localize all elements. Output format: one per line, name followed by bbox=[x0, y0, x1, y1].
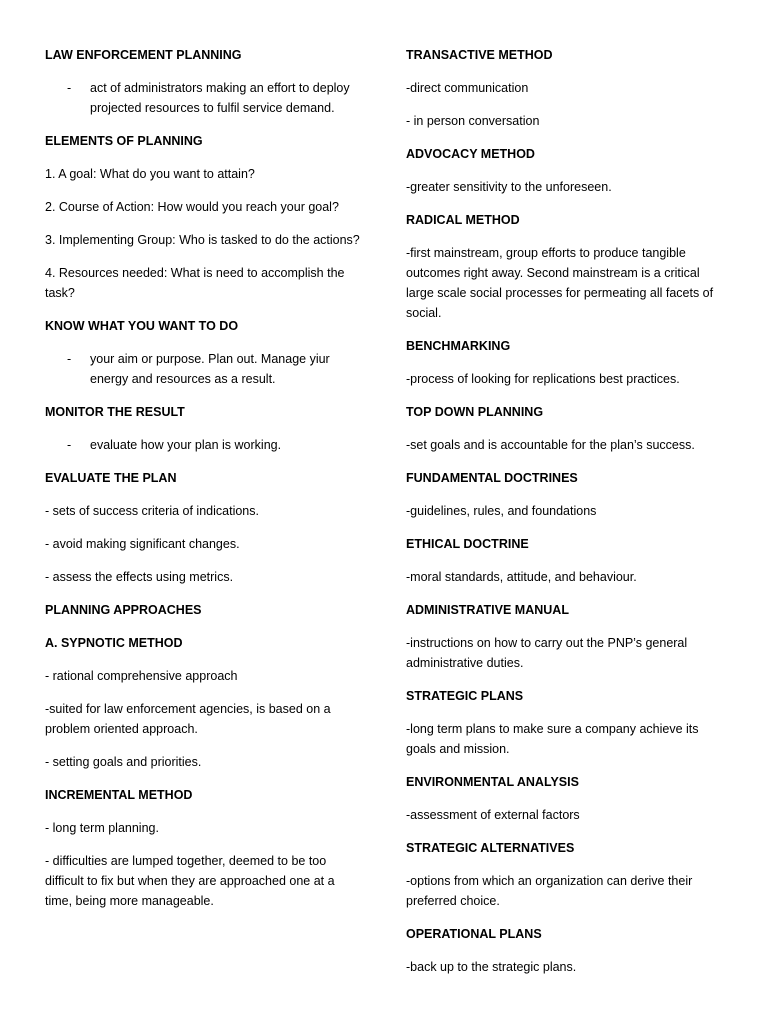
dash-list-item bbox=[45, 78, 365, 118]
paragraph: -greater sensitivity to the unforeseen. bbox=[406, 180, 612, 194]
section-heading-administrative-manual: ADMINISTRATIVE MANUAL bbox=[406, 603, 569, 617]
paragraph: - in person conversation bbox=[406, 114, 540, 128]
paragraph: -back up to the strategic plans. bbox=[406, 960, 577, 974]
paragraph: 2. Course of Action: How would you reach your goal? bbox=[45, 200, 339, 214]
section-heading-top-down-planning: TOP DOWN PLANNING bbox=[406, 405, 544, 419]
paragraph: -set goals and is accountable for the plan’s success. bbox=[406, 438, 695, 452]
paragraph: -options from which an organization can derive their preferred choice. bbox=[406, 874, 693, 908]
paragraph: 1. A goal: What do you want to attain? bbox=[45, 167, 255, 181]
section-heading-know-what-you-want-to-do: KNOW WHAT YOU WANT TO DO bbox=[45, 319, 239, 333]
right-column bbox=[406, 45, 722, 990]
dash-bullet: - bbox=[67, 438, 72, 452]
section-heading-fundamental-doctrines: FUNDAMENTAL DOCTRINES bbox=[406, 471, 578, 485]
dash-list-text: your aim or purpose. Plan out. Manage yiur energy and resources as a result. bbox=[90, 352, 330, 386]
dash-list-item bbox=[45, 349, 365, 389]
left-column bbox=[45, 45, 365, 924]
paragraph: -suited for law enforcement agencies, is based on a problem oriented approach. bbox=[45, 702, 331, 736]
dash-list-text: act of administrators making an effort to deploy projected resources to fulfil service demand. bbox=[90, 81, 350, 115]
section-heading-benchmarking: BENCHMARKING bbox=[406, 339, 511, 353]
paragraph: -guidelines, rules, and foundations bbox=[406, 504, 597, 518]
section-heading-ethical-doctrine: ETHICAL DOCTRINE bbox=[406, 537, 529, 551]
dash-list-text: evaluate how your plan is working. bbox=[90, 438, 282, 452]
paragraph: - rational comprehensive approach bbox=[45, 669, 238, 683]
section-heading-incremental-method: INCREMENTAL METHOD bbox=[45, 788, 193, 802]
section-heading-law-enforcement-planning: LAW ENFORCEMENT PLANNING bbox=[45, 48, 242, 62]
paragraph: - assess the effects using metrics. bbox=[45, 570, 234, 584]
dash-bullet: - bbox=[67, 81, 72, 95]
section-heading-elements-of-planning: ELEMENTS OF PLANNING bbox=[45, 134, 203, 148]
section-heading-strategic-alternatives: STRATEGIC ALTERNATIVES bbox=[406, 841, 575, 855]
section-heading-transactive-method: TRANSACTIVE METHOD bbox=[406, 48, 553, 62]
paragraph: -process of looking for replications best practices. bbox=[406, 372, 680, 386]
section-heading-radical-method: RADICAL METHOD bbox=[406, 213, 520, 227]
section-heading-evaluate-the-plan: EVALUATE THE PLAN bbox=[45, 471, 177, 485]
paragraph: - difficulties are lumped together, deemed to be too difficult to fix but when they are approached one at a time, being more manageable. bbox=[45, 854, 335, 908]
section-heading-strategic-plans: STRATEGIC PLANS bbox=[406, 689, 524, 703]
section-heading-operational-plans: OPERATIONAL PLANS bbox=[406, 927, 542, 941]
paragraph: 4. Resources needed: What is need to accomplish the task? bbox=[45, 266, 345, 300]
section-heading-a-sypnotic-method: A. SYPNOTIC METHOD bbox=[45, 636, 183, 650]
paragraph: -assessment of external factors bbox=[406, 808, 580, 822]
section-heading-monitor-the-result: MONITOR THE RESULT bbox=[45, 405, 185, 419]
section-heading-advocacy-method: ADVOCACY METHOD bbox=[406, 147, 535, 161]
paragraph: - sets of success criteria of indications. bbox=[45, 504, 259, 518]
section-heading-environmental-analysis: ENVIRONMENTAL ANALYSIS bbox=[406, 775, 579, 789]
paragraph: -instructions on how to carry out the PNP’s general administrative duties. bbox=[406, 636, 688, 670]
dash-bullet: - bbox=[67, 352, 72, 366]
section-heading-planning-approaches: PLANNING APPROACHES bbox=[45, 603, 202, 617]
dash-list-item bbox=[45, 435, 365, 455]
paragraph: -first mainstream, group efforts to produce tangible outcomes right away. Second mainstream is a critical large scale social processes for permeating all facets of social. bbox=[406, 246, 714, 320]
paragraph: - long term planning. bbox=[45, 821, 159, 835]
paragraph: - avoid making significant changes. bbox=[45, 537, 240, 551]
paragraph: 3. Implementing Group: Who is tasked to do the actions? bbox=[45, 233, 360, 247]
paragraph: -direct communication bbox=[406, 81, 529, 95]
paragraph: -long term plans to make sure a company achieve its goals and mission. bbox=[406, 722, 699, 756]
paragraph: -moral standards, attitude, and behaviour. bbox=[406, 570, 637, 584]
paragraph: - setting goals and priorities. bbox=[45, 755, 202, 769]
